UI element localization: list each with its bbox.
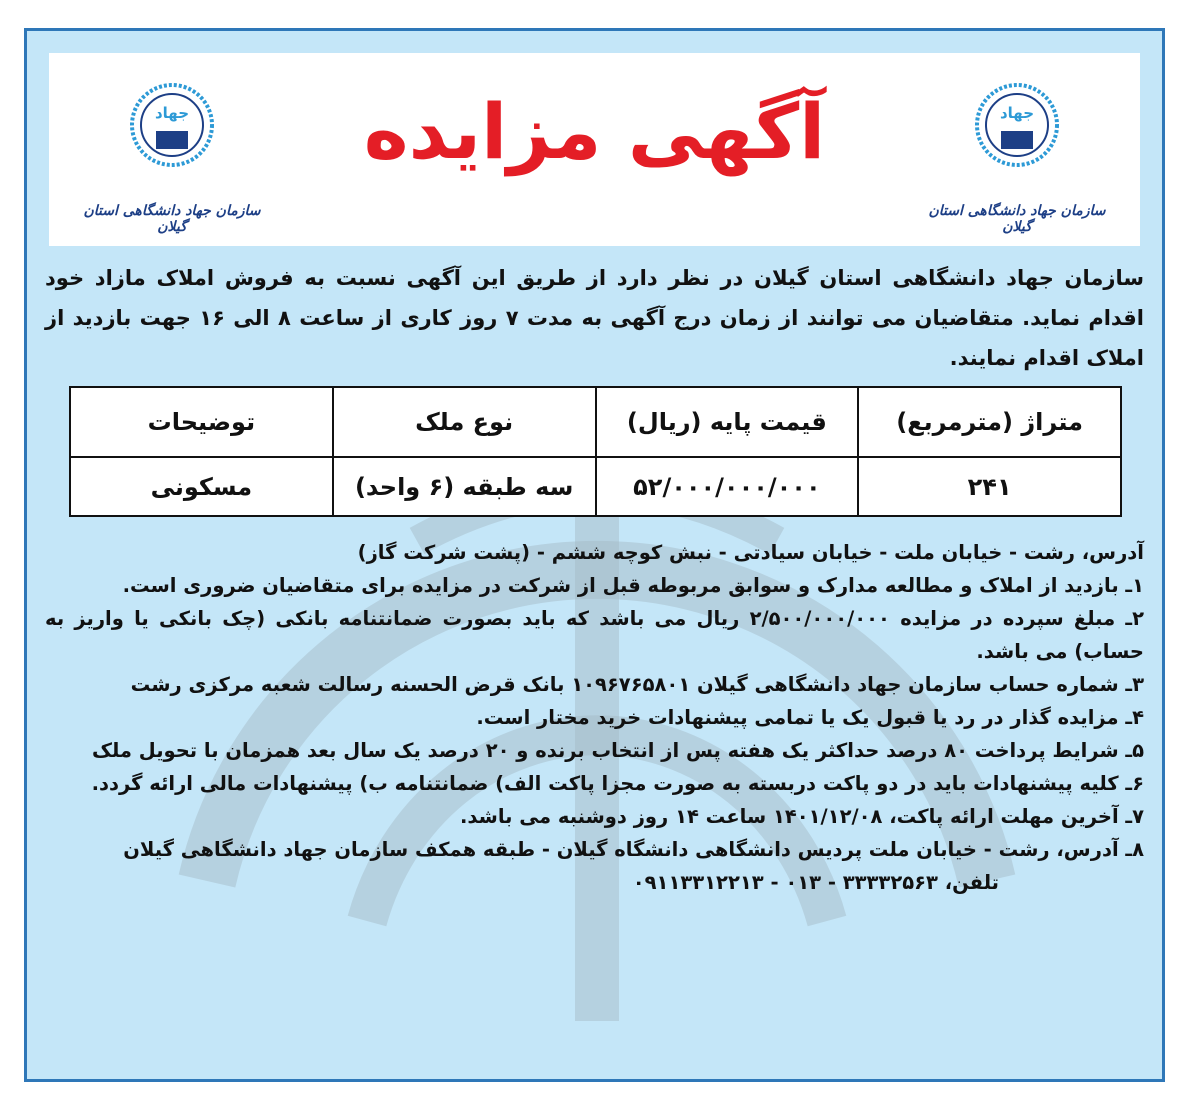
- list-item: ۲ـ مبلغ سپرده در مزایده ۲/۵۰۰/۰۰۰/۰۰۰ ریال می باشد که باید بصورت ضمانتنامه بانکی (چک بانکی یا واریز به حساب) می باشد.: [45, 607, 1144, 663]
- table-row: [70, 457, 1121, 516]
- ad-frame: [24, 28, 1165, 1082]
- logo-caption: سازمان جهاد دانشگاهی استان گیلان: [83, 203, 261, 235]
- property-table: [69, 386, 1122, 517]
- logo-text: جهاد: [999, 104, 1035, 122]
- cell-property-type: سه طبقه (۶ واحد): [333, 457, 596, 516]
- header-banner: [49, 53, 1140, 246]
- col-header-property-type: نوع ملک: [333, 387, 596, 457]
- list-item: ۸ـ آدرس، رشت - خیابان ملت پردیس دانشگاهی دانشگاه گیلان - طبقه همکف سازمان جهاد دانشگاهی گیلان: [123, 838, 1144, 861]
- logo-caption: سازمان جهاد دانشگاهی استان گیلان: [928, 203, 1106, 235]
- col-header-description: توضیحات: [70, 387, 333, 457]
- logo-text: جهاد: [154, 104, 190, 122]
- list-item: ۵ـ شرایط پرداخت ۸۰ درصد حداکثر یک هفته پس از انتخاب برنده و ۲۰ درصد یک سال بعد همزمان با تحویل ملک: [92, 739, 1144, 762]
- table-header-row: [70, 387, 1121, 457]
- list-item: ۱ـ بازدید از املاک و مطالعه مدارک و سوابق مربوطه قبل از شرکت در مزایده برای متقاضیان ضروری است.: [122, 574, 1144, 597]
- cell-base-price: ۵۲/۰۰۰/۰۰۰/۰۰۰: [596, 457, 859, 516]
- list-item: ۳ـ شماره حساب سازمان جهاد دانشگاهی گیلان ۱۰۹۶۷۶۵۸۰۱ بانک قرض الحسنه رسالت شعبه مرکزی رشت: [130, 673, 1144, 696]
- terms-list: [45, 536, 1144, 899]
- col-header-area: متراژ (مترمربع): [858, 387, 1121, 457]
- intro-paragraph: سازمان جهاد دانشگاهی استان گیلان در نظر دارد از طریق این آگهی نسبت به فروش املاک مازاد خود اقدام نماید. متقاضیان می توانند از زمان درج آگهی به مدت ۷ روز کاری از ساعت ۸ الی ۱۶ جهت بازدید از املاک اقدام نمایند.: [45, 266, 1145, 370]
- jahad-emblem-icon: [125, 75, 219, 193]
- cell-description: مسکونی: [70, 457, 333, 516]
- logo-left: [67, 75, 277, 235]
- cell-area: ۲۴۱: [858, 457, 1121, 516]
- phone-numbers: تلفن، ۳۳۳۳۲۵۶۳ - ۰۱۳ - ۰۹۱۱۳۳۱۲۲۱۳: [632, 871, 999, 894]
- page-title: آگهی مزایده: [363, 87, 826, 176]
- list-item: ۴ـ مزایده گذار در رد یا قبول یک یا تمامی پیشنهادات خرید مختار است.: [476, 706, 1144, 729]
- col-header-base-price: قیمت پایه (ریال): [596, 387, 859, 457]
- property-address: آدرس، رشت - خیابان ملت - خیابان سیادتی - نبش کوچه ششم - (پشت شرکت گاز): [357, 541, 1144, 564]
- list-item: ۶ـ کلیه پیشنهادات باید در دو پاکت دربسته به صورت مجزا پاکت الف) ضمانتنامه ب) پیشنهادات مالی ارائه گردد.: [91, 772, 1144, 795]
- list-item: ۷ـ آخرین مهلت ارائه پاکت، ۱۴۰۱/۱۲/۰۸ ساعت ۱۴ روز دوشنبه می باشد.: [460, 805, 1144, 828]
